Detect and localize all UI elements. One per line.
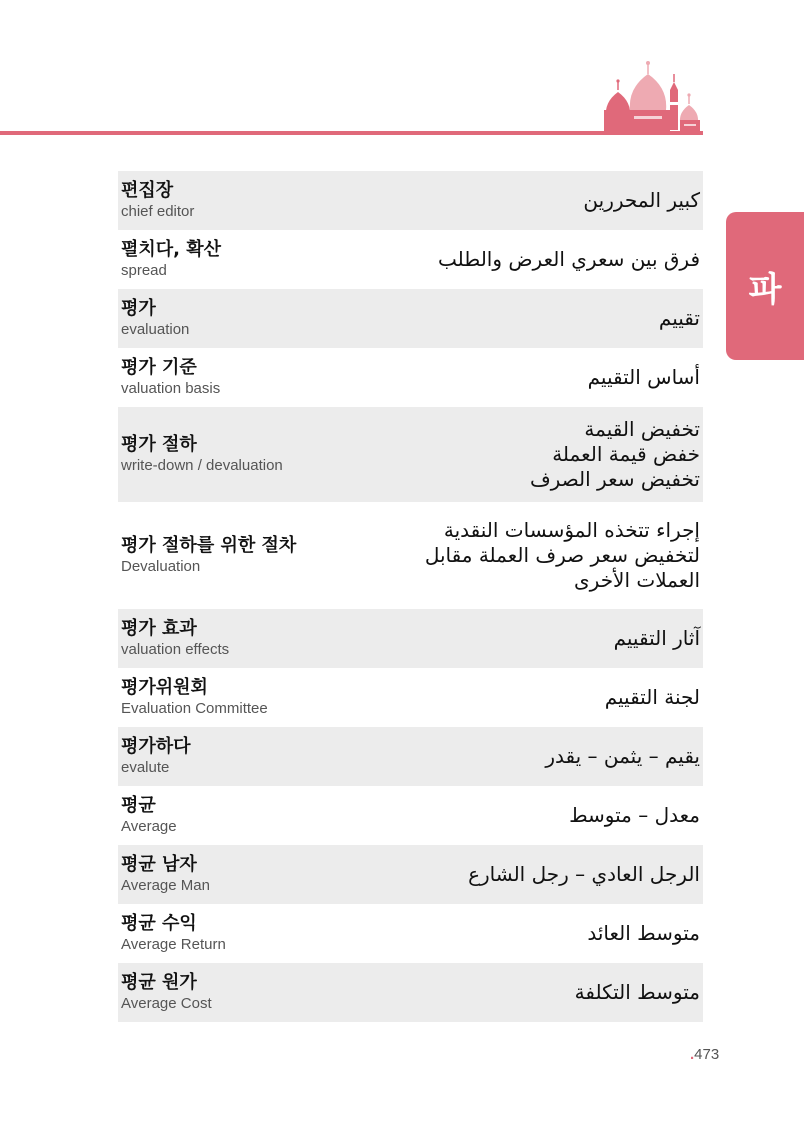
arabic-translation: يقيم – يثمن – يقدر	[545, 744, 700, 768]
arabic-translation: فرق بين سعري العرض والطلب	[438, 247, 700, 271]
english-term: Devaluation	[121, 558, 201, 575]
english-term: Average	[121, 818, 177, 835]
arabic-translation: متوسط التكلفة	[574, 980, 700, 1004]
korean-term: 평균 남자	[121, 854, 197, 875]
glossary-entry	[118, 171, 703, 230]
arabic-translation: لجنة التقييم	[604, 685, 700, 709]
glossary-entry	[118, 963, 703, 1022]
korean-term: 평가 기준	[121, 357, 197, 378]
page-number	[690, 1046, 719, 1063]
korean-term: 평가 효과	[121, 618, 197, 639]
glossary-entry	[118, 727, 703, 786]
arabic-translation: كبير المحررين	[583, 188, 700, 212]
glossary-entry	[118, 904, 703, 963]
glossary-entry	[118, 845, 703, 904]
arabic-translation: تخفيض القيمة خفض قيمة العملة تخفيض سعر الصرف	[529, 417, 700, 491]
arabic-translation: إجراء تتخذه المؤسسات النقدية لتخفيض سعر صرف العملة مقابل العملات الأخرى	[424, 518, 700, 592]
arabic-translation: معدل – متوسط	[569, 803, 700, 827]
english-term: Average Man	[121, 877, 210, 894]
english-term: Average Cost	[121, 995, 212, 1012]
arabic-translation: متوسط العائد	[587, 921, 700, 945]
korean-term: 펼치다, 확산	[121, 239, 222, 260]
korean-term: 평가위원회	[121, 677, 208, 698]
arabic-translation: تقييم	[658, 306, 700, 330]
page-number-dot: .	[690, 1046, 695, 1063]
section-tab-label: 파	[748, 269, 782, 310]
english-term: evalute	[121, 759, 170, 776]
korean-term: 평균	[121, 795, 156, 816]
glossary-entry	[118, 348, 703, 407]
arabic-translation: أساس التقييم	[587, 365, 700, 389]
mosque-logo	[598, 60, 704, 134]
english-term: Evaluation Committee	[121, 700, 268, 717]
english-term: write-down / devaluation	[121, 457, 283, 474]
page-number-value: 473	[694, 1046, 720, 1063]
glossary-list	[118, 171, 703, 1022]
korean-term: 평균 원가	[121, 972, 197, 993]
arabic-translation: آثار التقييم	[613, 626, 700, 650]
glossary-entry	[118, 502, 703, 609]
korean-term: 평가 절하를 위한 절차	[121, 535, 297, 556]
english-term: valuation basis	[121, 380, 221, 397]
glossary-entry	[118, 609, 703, 668]
korean-term: 평가하다	[121, 736, 191, 757]
glossary-entry	[118, 230, 703, 289]
english-term: spread	[121, 262, 167, 279]
arabic-translation: الرجل العادي – رجل الشارع	[468, 862, 700, 886]
korean-term: 평균 수익	[121, 913, 197, 934]
english-term: chief editor	[121, 203, 195, 220]
section-tab[interactable]	[726, 212, 804, 360]
glossary-entry	[118, 668, 703, 727]
glossary-entry	[118, 289, 703, 348]
english-term: evaluation	[121, 321, 190, 338]
glossary-entry	[118, 786, 703, 845]
glossary-entry	[118, 407, 703, 502]
english-term: valuation effects	[121, 641, 230, 658]
korean-term: 평가 절하	[121, 434, 197, 455]
korean-term: 편집장	[121, 180, 174, 201]
english-term: Average Return	[121, 936, 226, 953]
korean-term: 평가	[121, 298, 156, 319]
